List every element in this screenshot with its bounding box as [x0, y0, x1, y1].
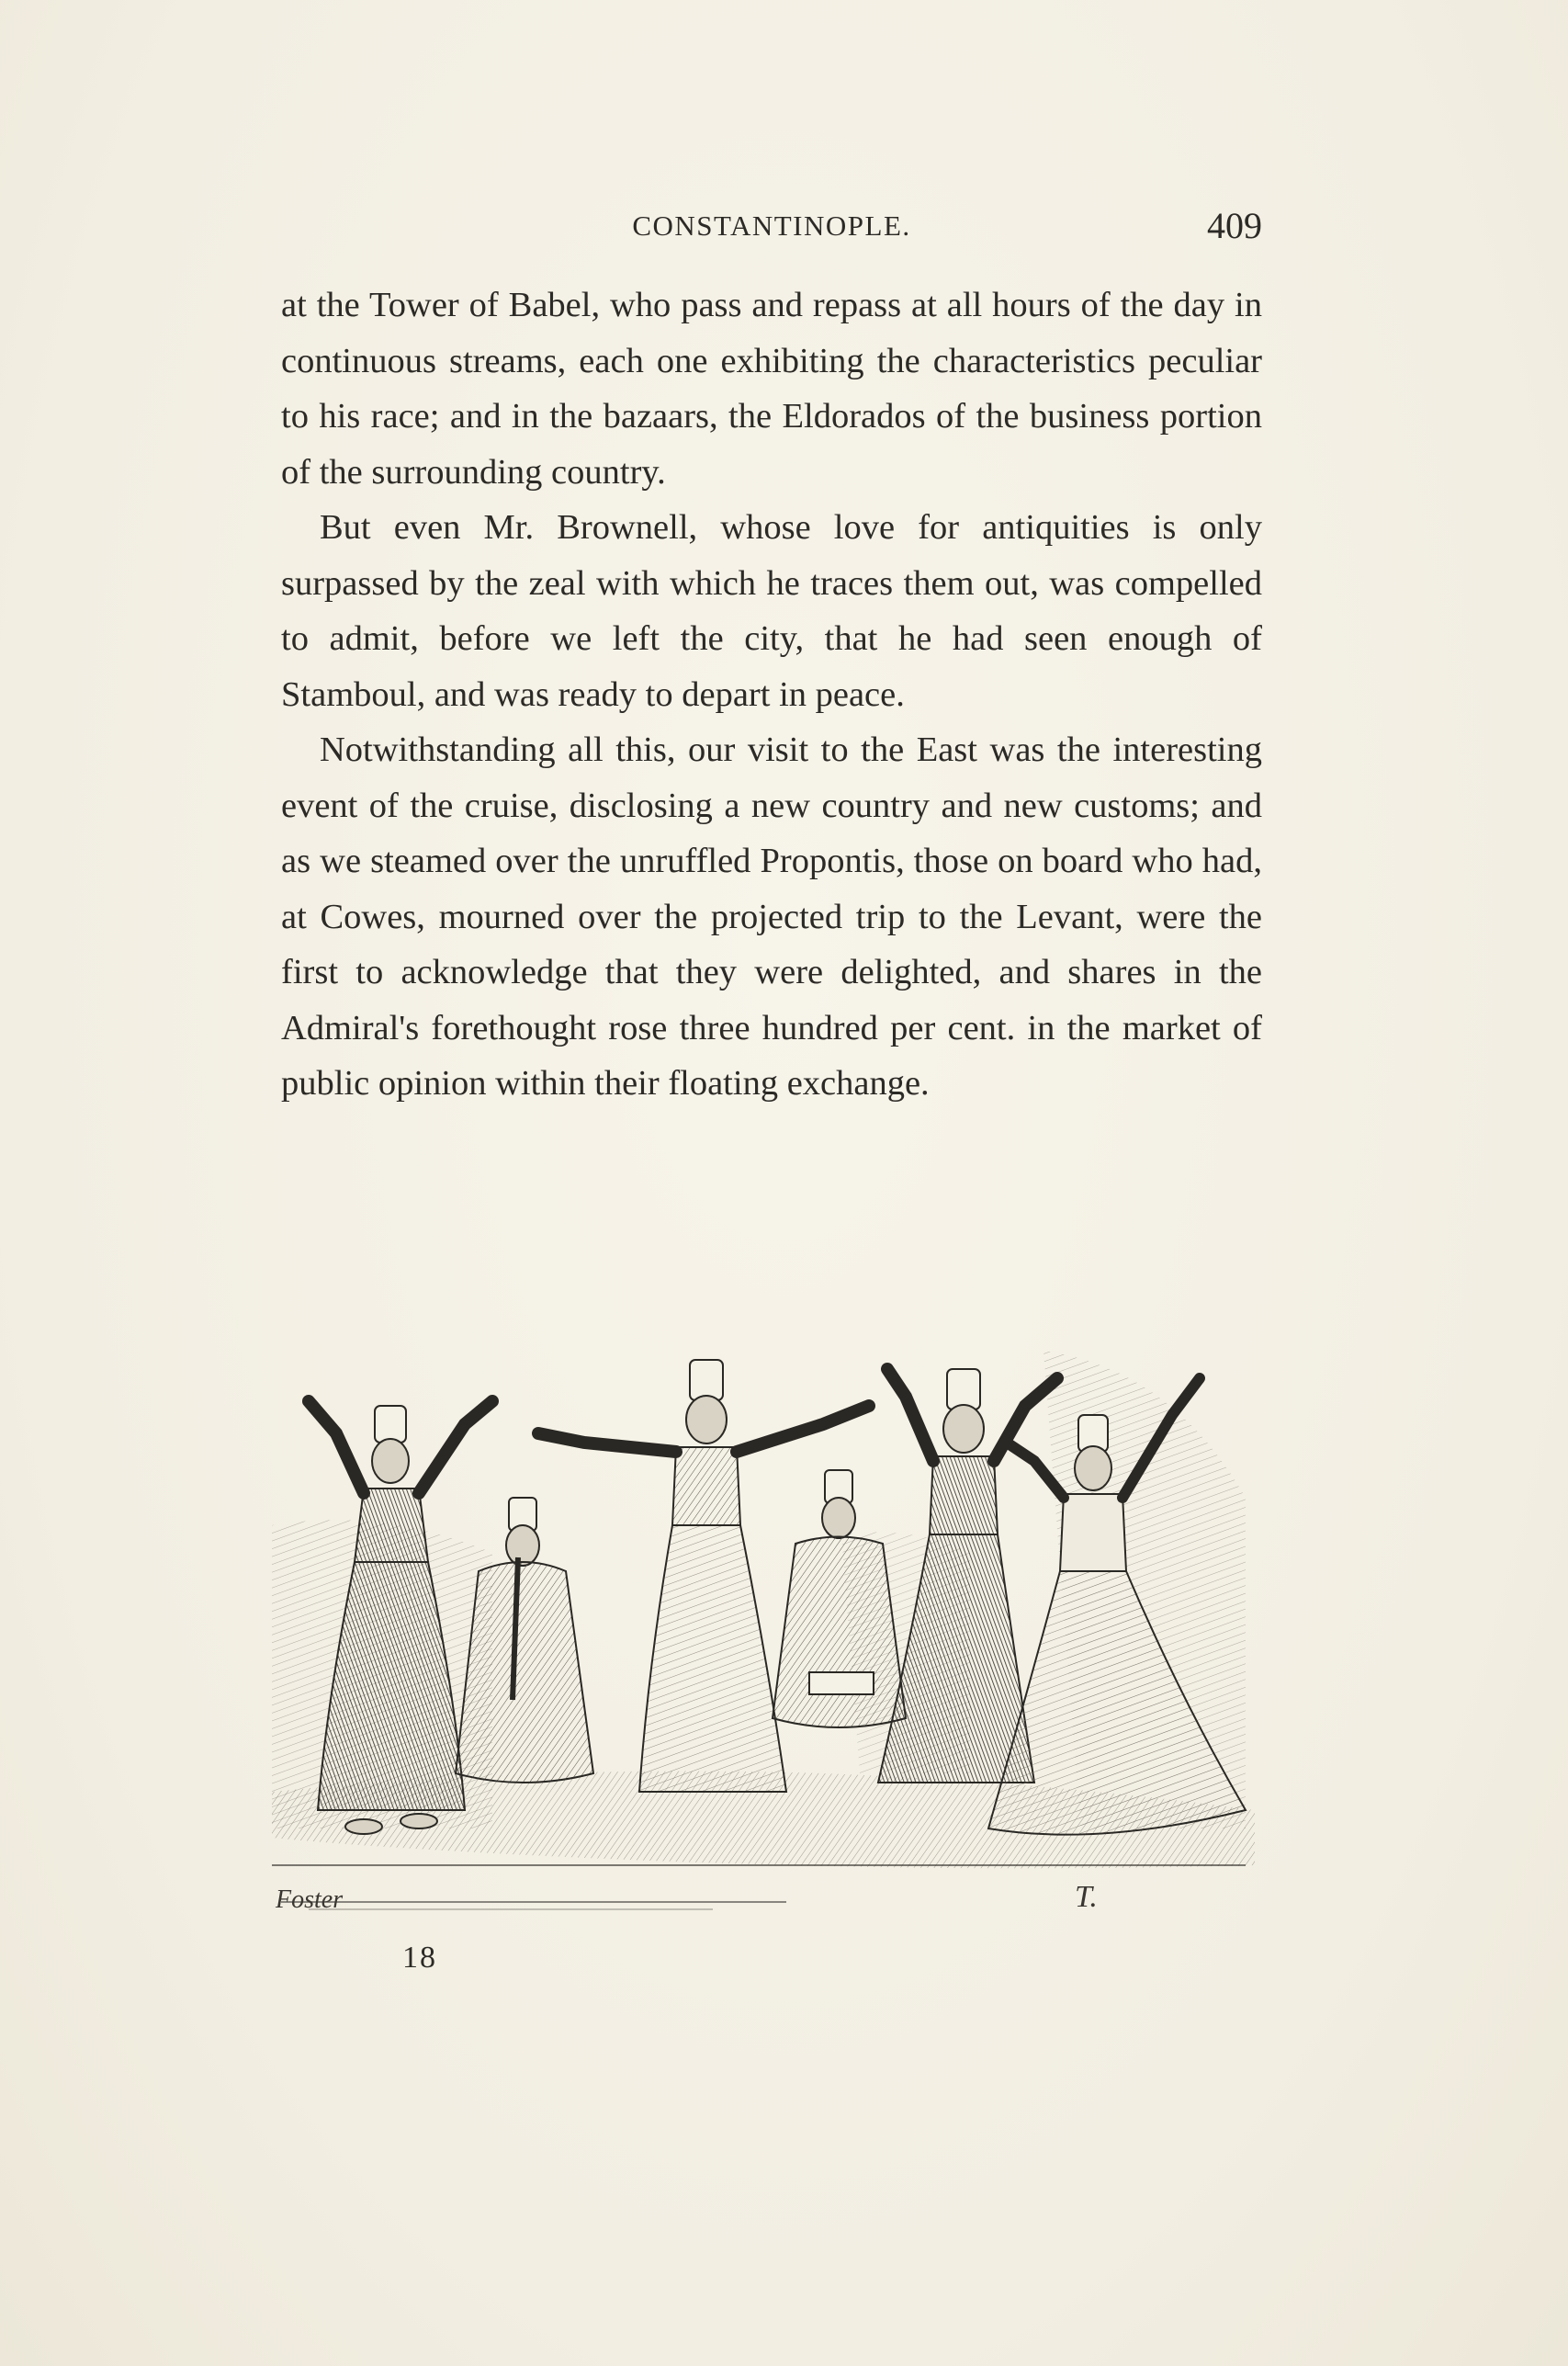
running-head	[281, 204, 1262, 250]
page-number: 409	[1207, 205, 1262, 246]
paragraph-1: at the Tower of Babel, who pass and repass at all hours of the day in continuous streams, each one exhibiting the characteristics peculiar to his race; and in the bazaars, the Eldorados of the business portion of the surrounding country.	[281, 286, 1262, 492]
paragraph-2: But even Mr. Brownell, whose love for antiquities is only surpassed by the zeal with which he traces them out, was compelled to admit, before we left the city, that he had seen enough of Stamboul, and was ready to depart in peace.	[281, 508, 1262, 714]
body-text	[281, 277, 1262, 1112]
engraving-svg	[272, 1314, 1273, 1939]
seated-flute-player	[456, 1498, 593, 1783]
running-title: CONSTANTINOPLE.	[632, 209, 911, 242]
engraver-signature-right: T.	[1075, 1880, 1098, 1914]
dervish-engraving	[272, 1314, 1273, 1939]
paragraph-3: Notwithstanding all this, our visit to the East was the interesting event of the cruise, disclosing a new country and new customs; and as we steamed over the unruffled Propontis, those on board who had, at Cowes, mourned over the projected trip to the Levant, were the first to acknowledge that they were delighted, and shares in the Admiral's forethought rose three hundred per cent. in the market of public opinion within their floating exchange.	[281, 730, 1262, 1103]
signature-mark-number: 18	[402, 1941, 437, 1975]
engraver-signature-left: Foster	[276, 1885, 344, 1914]
seated-reader	[773, 1470, 906, 1727]
